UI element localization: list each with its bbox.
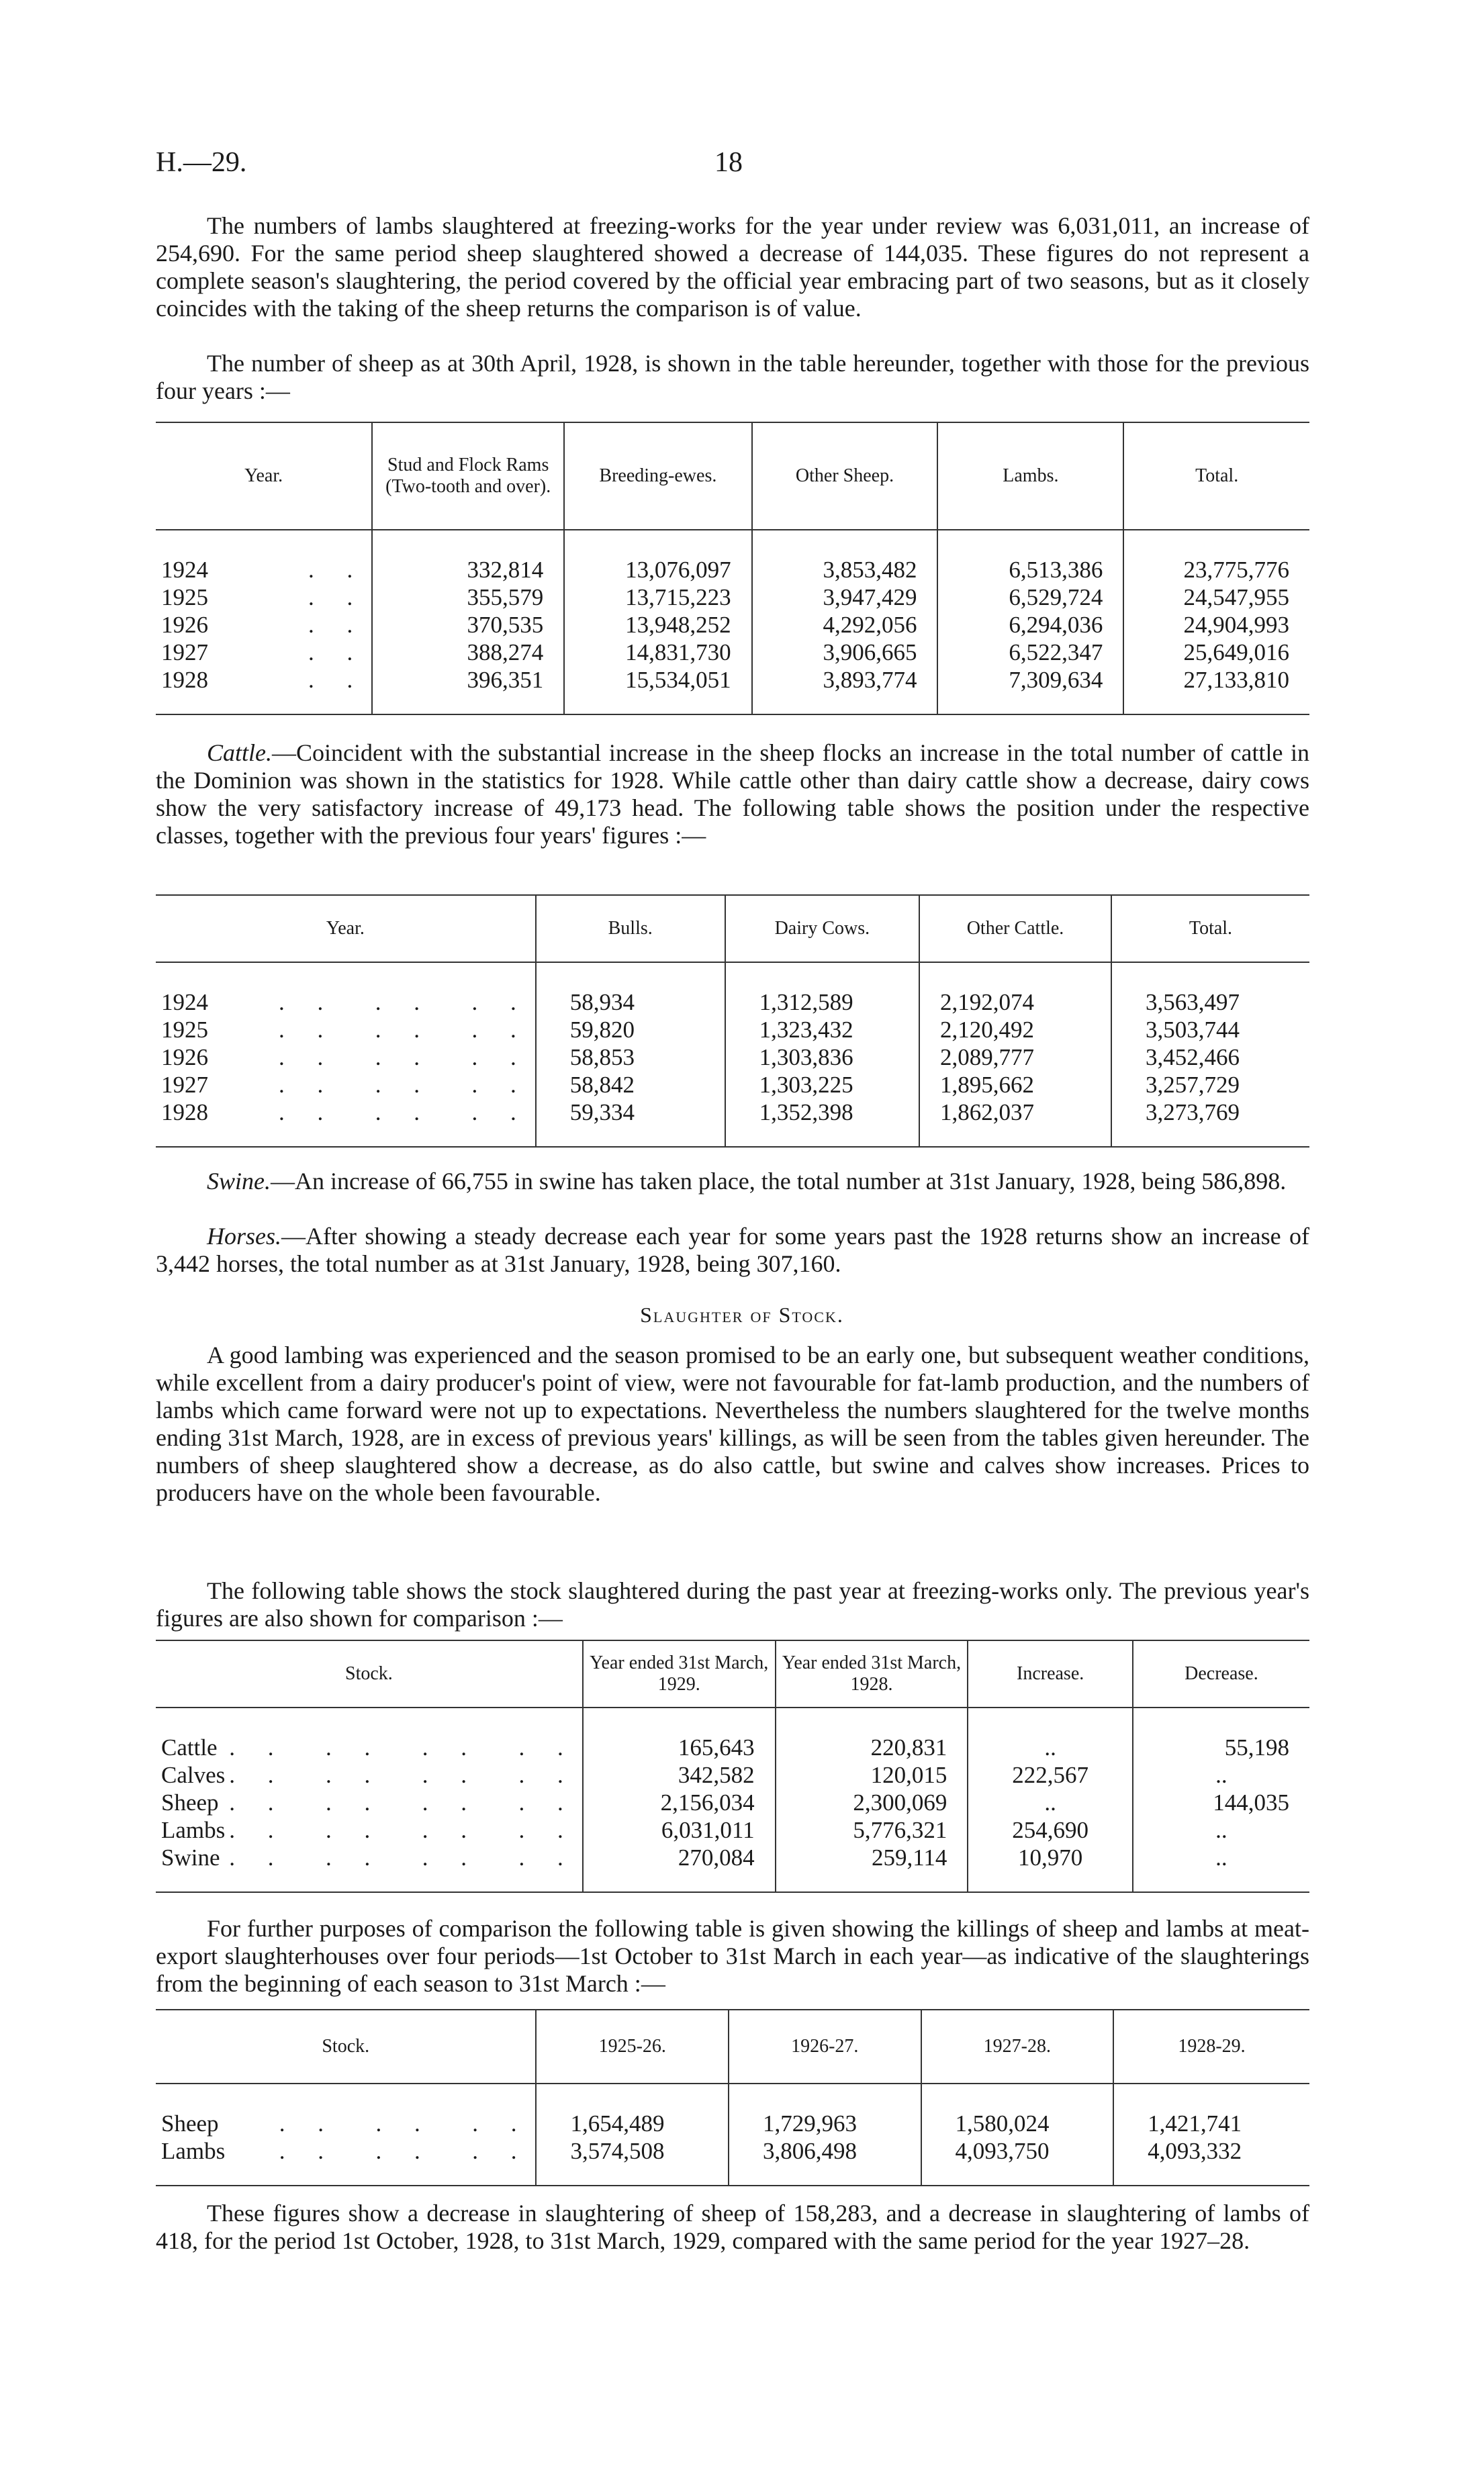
col-year-1929: Year ended 31st March, 1929. (583, 1640, 776, 1708)
paragraph-freezing-works: The following table shows the stock slaughtered during the past year at freezing-works only. The previous year's figures are also shown for comparison :— (156, 1577, 1309, 1632)
table-row: 1925 . . 355,579 13,715,223 3,947,429 6,529,724 24,547,955 (156, 583, 1309, 611)
col-stock: Stock. (345, 1663, 393, 1684)
sheep-table (156, 422, 1309, 715)
col-other-cattle: Other Cattle. (919, 895, 1111, 962)
season-table (156, 2009, 1309, 2186)
paragraph-lambing: A good lambing was experienced and the season promised to be an early one, but subsequent weather conditions, while excellent from a dairy producer's point of view, were not favourable for fat-lamb production, and the numbers of lambs which came forward were not up to expectations. Nevertheless the numbers slaughtered for the twelve months ending 31st March, 1928, are in excess of previous years' killings, as will be seen from the tables given hereunder. The numbers of sheep slaughtered show a decrease, as do also cattle, but swine and calves show increases. Prices to producers have on the whole been favourable. (156, 1342, 1309, 1506)
paragraph-lambs-slaughtered: The numbers of lambs slaughtered at freezing-works for the year under review was 6,031,011, an increase of 254,690. For the same period sheep slaughtered showed a decrease of 144,035. These figures do not represent a complete season's slaughtering, the period covered by the official year embracing part of two seasons, but as it closely coincides with the taking of the sheep returns the comparison is of value. (156, 212, 1309, 322)
col-total: Total. (1123, 422, 1309, 530)
document-reference: H.—29. (156, 147, 247, 178)
col-total: Total. (1111, 895, 1309, 962)
table-row: Calves . . . . . . . . 342,582 120,015 222,567 .. (156, 1761, 1309, 1789)
paragraph-sheep-numbers: The number of sheep as at 30th April, 1928, is shown in the table hereunder, together with those for the previous four years :— (156, 350, 1309, 404)
table-row: 1926 . . . . . . 58,853 1,303,836 2,089,777 3,452,466 (156, 1043, 1309, 1071)
col-decrease: Decrease. (1133, 1640, 1309, 1708)
col-lambs: Lambs. (937, 422, 1123, 530)
col-stock: Stock. (322, 2036, 370, 2057)
col-dairy-cows: Dairy Cows. (725, 895, 919, 962)
col-year: Year. (326, 918, 365, 939)
slaughter-table (156, 1640, 1309, 1893)
table-row: Lambs . . . . . . . . 6,031,011 5,776,321 254,690 .. (156, 1816, 1309, 1844)
paragraph-horses: Horses.—After showing a steady decrease each year for some years past the 1928 returns show an increase of 3,442 horses, the total number as at 31st January, 1928, being 307,160. (156, 1223, 1309, 1277)
col-1928-29: 1928-29. (1113, 2010, 1309, 2084)
table-row: Sheep . . . . . . 1,654,489 1,729,963 1,580,024 1,421,741 (156, 2084, 1309, 2137)
table-row: Swine . . . . . . . . 270,084 259,114 10,970 .. (156, 1844, 1309, 1892)
col-year: Year. (244, 465, 283, 486)
table-row: 1924 . . 332,814 13,076,097 3,853,482 6,513,386 23,775,776 (156, 530, 1309, 583)
col-bulls: Bulls. (536, 895, 725, 962)
paragraph-cattle: Cattle.—Coincident with the substantial increase in the sheep flocks an increase in the total number of cattle in the Dominion was shown in the statistics for 1928. While cattle other than dairy cattle show a decrease, dairy cows show the very satisfactory increase of 49,173 head. The following table shows the position under the respective classes, together with the previous four years' figures :— (156, 739, 1309, 849)
col-1926-27: 1926-27. (729, 2010, 921, 2084)
col-breeding-ewes: Breeding-ewes. (564, 422, 751, 530)
table-row: Sheep . . . . . . . . 2,156,034 2,300,069 .. 144,035 (156, 1789, 1309, 1816)
col-rams: Stud and Flock Rams (Two-tooth and over). (372, 422, 564, 530)
paragraph-conclusion: These figures show a decrease in slaughtering of sheep of 158,283, and a decrease in slaughtering of lambs of 418, for the period 1st October, 1928, to 31st March, 1929, compared with the same period for the year 1927–28. (156, 2200, 1309, 2254)
table-row: Cattle . . . . . . . . 165,643 220,831 .. 55,198 (156, 1708, 1309, 1761)
table-row: 1926 . . 370,535 13,948,252 4,292,056 6,294,036 24,904,993 (156, 611, 1309, 639)
section-heading-slaughter: Slaughter of Stock. (640, 1303, 844, 1327)
table-row: Lambs . . . . . . 3,574,508 3,806,498 4,093,750 4,093,332 (156, 2137, 1309, 2186)
table-row: 1927 . . . . . . 58,842 1,303,225 1,895,662 3,257,729 (156, 1071, 1309, 1099)
cattle-table (156, 894, 1309, 1148)
col-increase: Increase. (968, 1640, 1132, 1708)
paragraph-swine: Swine.—An increase of 66,755 in swine has taken place, the total number at 31st January, 1928, being 586,898. (207, 1168, 1287, 1195)
table-row: 1928 . . . . . . 59,334 1,352,398 1,862,037 3,273,769 (156, 1099, 1309, 1147)
col-year-1928: Year ended 31st March, 1928. (776, 1640, 968, 1708)
page-number: 18 (714, 147, 743, 178)
table-row: 1927 . . 388,274 14,831,730 3,906,665 6,522,347 25,649,016 (156, 639, 1309, 666)
table-row: 1925 . . . . . . 59,820 1,323,432 2,120,492 3,503,744 (156, 1016, 1309, 1043)
table-row: 1924 . . . . . . 58,934 1,312,589 2,192,074 3,563,497 (156, 962, 1309, 1016)
paragraph-further-comparison: For further purposes of comparison the following table is given showing the killings of sheep and lambs at meat-export slaughterhouses over four periods—1st October to 31st March in each year—as indicative of the slaughterings from the beginning of each season to 31st March :— (156, 1915, 1309, 1997)
col-other-sheep: Other Sheep. (752, 422, 938, 530)
col-1925-26: 1925-26. (536, 2010, 729, 2084)
col-1927-28: 1927-28. (921, 2010, 1114, 2084)
table-row: 1928 . . 396,351 15,534,051 3,893,774 7,309,634 27,133,810 (156, 666, 1309, 714)
